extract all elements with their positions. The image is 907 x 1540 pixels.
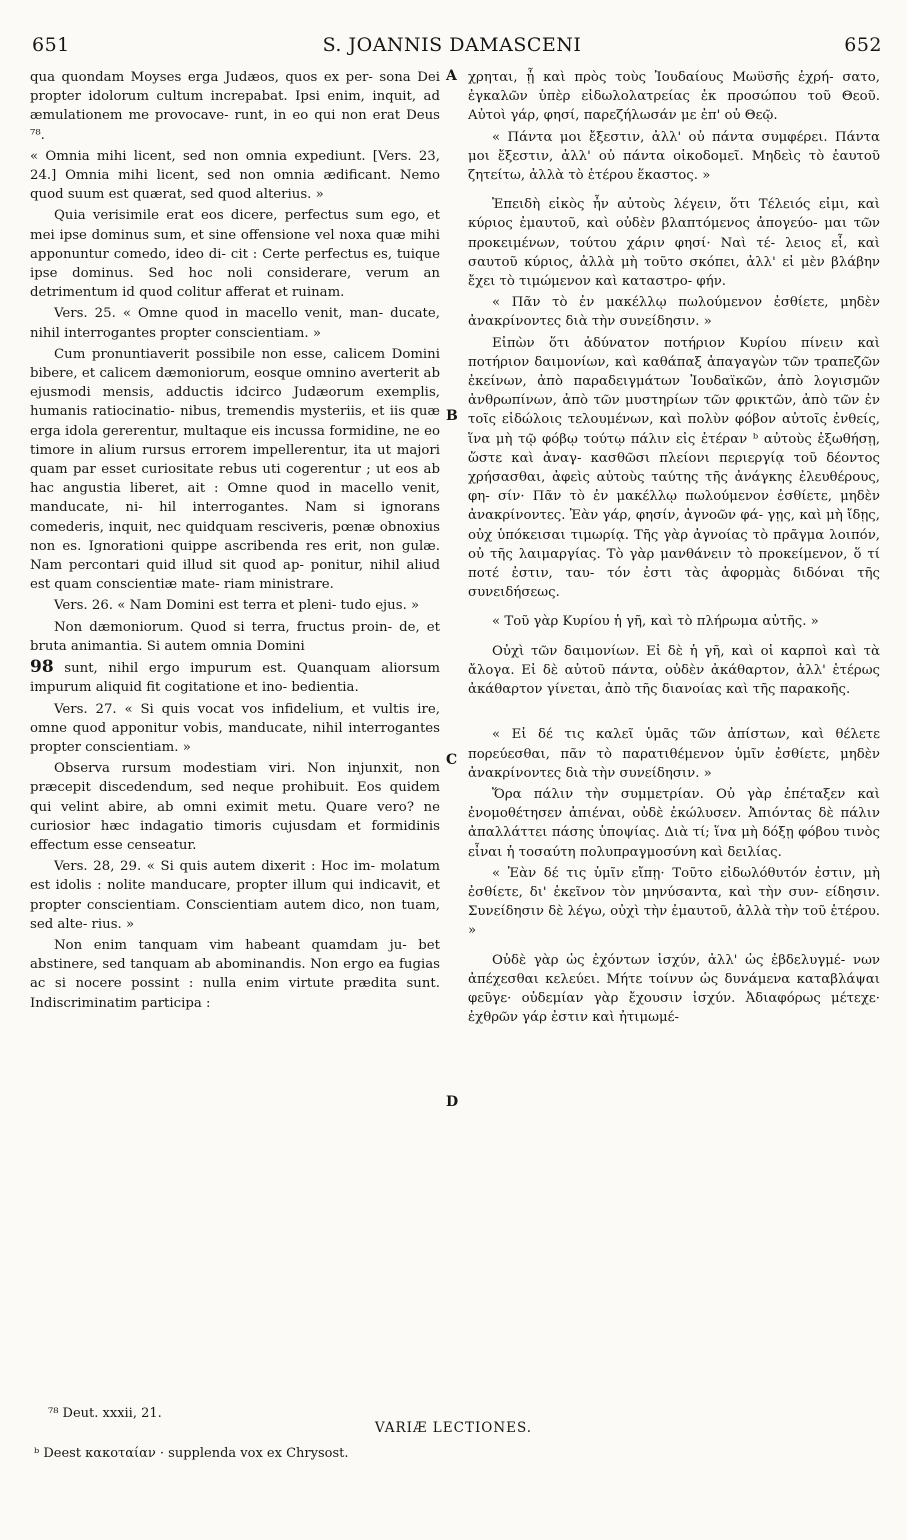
- margin-letter-a: A: [446, 68, 457, 84]
- footnote: ⁷⁸ Deut. xxxii, 21.: [48, 1406, 162, 1421]
- greek-verse: « Πάντα μοι ἔξεστιν, ἀλλ' οὐ πάντα συμφέρει. Πάντα μοι ἔξεστιν, ἀλλ' οὐ πάντα οἰκοδομεῖ. Μηδεὶς τὸ ἑαυτοῦ ζητείτω, ἀλλὰ τὸ ἑτέρου ἕκαστος. »: [468, 129, 880, 184]
- latin-paragraph: Quia verisimile erat eos dicere, perfectus sum ego, et mei ipse dominus sum, et sine offensione vel noxa quæ mihi apponuntur comedo, ideo di- cit : Certe perfectus es, tuique ipse dominus. Sed hoc noli considerare, verum an detrimentum id quod colitur afferat et ruinam.: [30, 208, 440, 301]
- latin-paragraph: Non dæmoniorum. Quod si terra, fructus proin- de, et bruta animantia. Si autem omnia Domini: [30, 619, 440, 654]
- latin-verse: Vers. 25. « Omne quod in macello venit, man- ducate, nihil interrogantes propter conscientiam. »: [30, 306, 440, 341]
- latin-verse: « Omnia mihi licent, sed non omnia expediunt. [Vers. 23, 24.] Omnia mihi licent, sed non omnia ædificant. Nemo quod suum est quærat, sed quod alterius. »: [30, 148, 440, 203]
- greek-paragraph: Εἰπὼν ὅτι ἀδύνατον ποτήριον Κυρίου πίνειν καὶ ποτήριον δαιμονίων, καὶ καθάπαξ ἀπαγαγὼν τῶν τραπεζῶν ἐκείνων, ἀπὸ παραδειγμάτων Ἰουδαϊκῶν, ἀπὸ λογισμῶν ἀνθρωπίνων, ἀπὸ τῶν μυστηρίων τῶν φρικτῶν, ἀπὸ τῶν ἐν τοῖς εἰδώλοις τελουμένων, καὶ πολὺν φόβον αὐτοῖς ἐνθείς, ἵνα μὴ τῷ φόβῳ τούτῳ πάλιν εἰς ἑτέραν ᵇ αὐτοὺς ἐξωθήσῃ, ὥστε καὶ ἀναγ- κασθῶσι πλείονι περιεργίᾳ τοῦ δέοντος χρήσασθαι, ἀφεὶς αὐτοὺς ταύτης τῆς ἀνάγκης ἐλευθέρους, φη- σίν· Πᾶν τὸ ἐν μακέλλῳ πωλούμενον ἐσθίετε, μηδὲν ἀνακρίνοντες. Ἐὰν γάρ, φησίν, ἀγνοῶν φά- γῃς, καὶ μὴ ἴδῃς, οὐχ ὑπόκεισαι τιμωρίᾳ. Τῆς γὰρ ἀγνοίας τὸ πρᾶγμα λοιπόν, οὐ τῆς λαιμαργίας. Τὸ γὰρ μανθάνειν τὸ προκείμενον, ὅ τί ποτέ ἐστιν, ταυ- τόν ἐστι τὰς ἀφορμὰς διδόναι τῆς συνειδήσεως.: [468, 335, 880, 601]
- page-header: [22, 34, 882, 64]
- greek-paragraph: χρηται, ᾗ καὶ πρὸς τοὺς Ἰουδαίους Μωϋσῆς ἐχρή- σατο, ἐγκαλῶν ὑπὲρ εἰδωλολατρείας ἐκ προσώπου τοῦ Θεοῦ. Αὐτοὶ γάρ, φησί, παρεζήλωσάν με ἐπ' οὐ Θεῷ.: [468, 70, 880, 124]
- greek-verse: « Εἰ δέ τις καλεῖ ὑμᾶς τῶν ἀπίστων, καὶ θέλετε πορεύεσθαι, πᾶν τὸ παρατιθέμενον ὑμῖν ἐσθίετε, μηδὲν ἀνακρίνοντες διὰ τὴν συνείδησιν. »: [468, 727, 880, 781]
- latin-paragraph: Cum pronuntiaverit possibile non esse, calicem Domini bibere, et calicem dæmoniorum, eosque omnino averterit ab ejusmodi mensis, adductis idcirco Judæorum exemplis, humanis ratiocinatio- nibus, tremendis mysteriis, et iis quæ erga idola gererentur, multaque eis incussa formidine, ne eo timore in alium rursus errorem impellerentur, ita ut majori quam par esset curiositate rebus uti cogerentur ; ut eos ab hac angustia liberet, ait : Omne quod in macello venit, manducate, ni- hil interrogantes. Nam si ignorans comederis, inquit, nec quidquam resciveris, pœnæ obnoxius non es. Ignorationi quippe ascribenda res erit, non gulæ. Nam percontari quid illud sit quod ap- ponitur, nihil aliud est quam conscientiæ mate- riam ministrare.: [30, 346, 440, 593]
- latin-paragraph: Non enim tanquam vim habeant quamdam ju- bet abstinere, sed tanquam ab abominandis. Non ergo ea fugias ac si nocere possint : nulla enim virtute prædita sunt. Indiscriminatim participa :: [30, 937, 440, 1011]
- latin-column: [30, 68, 440, 1015]
- margin-letter-c: C: [446, 752, 458, 768]
- latin-paragraph: qua quondam Moyses erga Judæos, quos ex per- sona Dei propter idolorum cultum increpabat. Ipsi enim, inquit, ad æmulationem me provocave- runt, in eo qui non erat Deus ⁷⁸.: [30, 70, 440, 143]
- greek-verse: « Πᾶν τὸ ἐν μακέλλῳ πωλούμενον ἐσθίετε, μηδὲν ἀνακρίνοντες διὰ τὴν συνείδησιν. »: [468, 295, 880, 330]
- variae-lectiones-note: ᵇ Deest κακοταίαν · supplenda vox ex Chrysost.: [34, 1446, 349, 1461]
- greek-paragraph: Οὐχὶ τῶν δαιμονίων. Εἰ δὲ ἡ γῆ, καὶ οἱ καρποὶ καὶ τὰ ἄλογα. Εἰ δὲ αὐτοῦ πάντα, οὐδὲν ἀκάθαρτον, ἀλλ' ἑτέρως ἀκάθαρτον γίνεται, ἀπὸ τῆς διανοίας καὶ τῆς παρακοῆς.: [468, 643, 880, 698]
- latin-paragraph: Observa rursum modestiam viri. Non injunxit, non præcepit discedendum, sed neque prohibuit. Eos quidem qui velint abire, ab omni eximit metu. Quare vero? ne curiosior hæc indagatio timoris cujusdam et formidinis effectum esse censeatur.: [30, 761, 440, 853]
- greek-verse: « Ἐὰν δέ τις ὑμῖν εἴπῃ· Τοῦτο εἰδωλόθυτόν ἐστιν, μὴ ἐσθίετε, δι' ἐκεῖνον τὸν μηνύσαντα, καὶ τὴν συν- είδησιν. Συνείδησιν δὲ λέγω, οὐχὶ τὴν ἐμαυτοῦ, ἀλλὰ τὴν τοῦ ἑτέρου. »: [468, 865, 880, 939]
- greek-paragraph: Οὐδὲ γὰρ ὡς ἐχόντων ἰσχύν, ἀλλ' ὡς ἐβδελυγμέ- νων ἀπέχεσθαι κελεύει. Μήτε τοίνυν ὡς δυνάμενα καταβλάψαι φεῦγε· οὐδεμίαν γὰρ ἔχουσιν ἰσχύν. Ἀδιαφόρως μέτεχε· ἐχθρῶν γάρ ἐστιν καὶ ἠτιμωμέ-: [468, 952, 880, 1026]
- column-number-98: 98: [30, 657, 54, 678]
- margin-letter-d: D: [446, 1094, 459, 1110]
- latin-verse: Vers. 26. « Nam Domini est terra et pleni- tudo ejus. »: [54, 598, 420, 614]
- latin-verse: Vers. 28, 29. « Si quis autem dixerit : Hoc im- molatum est idolis : nolite manducare, propter illum qui indicavit, et propter conscientiam. Conscientiam autem dico, non tuam, sed alte- rius. »: [30, 859, 440, 932]
- greek-verse: « Τοῦ γὰρ Κυρίου ἡ γῆ, καὶ τὸ πλήρωμα αὐτῆς. »: [492, 614, 819, 630]
- page-number-left: 651: [32, 34, 70, 56]
- variae-lectiones-heading: VARIÆ LECTIONES.: [374, 1420, 533, 1436]
- latin-paragraph: 98 sunt, nihil ergo impurum est. Quanquam aliorsum impurum aliquid fit cogitatione et ino- bedientia.: [30, 657, 440, 696]
- greek-column: [468, 68, 880, 1029]
- margin-letter-b: B: [446, 408, 458, 424]
- page-number-right: 652: [844, 34, 882, 56]
- greek-paragraph: Ὅρα πάλιν τὴν συμμετρίαν. Οὐ γὰρ ἐπέταξεν καὶ ἐνομοθέτησεν ἀπιέναι, οὐδὲ ἐκώλυσεν. Ἀπιόντας δὲ πάλιν ἀπαλλάττει πάσης ὑποψίας. Διὰ τί; ἵνα μὴ δόξῃ φόβου τινὸς εἶναι ἡ τοσαύτη πολυπραγμοσύνη καὶ δειλίας.: [468, 786, 880, 860]
- latin-verse: Vers. 27. « Si quis vocat vos infidelium, et vultis ire, omne quod apponitur vobis, manducate, nihil interrogantes propter conscientiam. »: [30, 701, 440, 755]
- greek-paragraph: Ἐπειδὴ εἰκὸς ἦν αὐτοὺς λέγειν, ὅτι Τέλειός εἰμι, καὶ κύριος ἐμαυτοῦ, καὶ οὐδὲν βλαπτόμενος ἀπογεύο- μαι τῶν προκειμένων, τούτου χάριν φησί· Ναὶ τέ- λειος εἶ, καὶ σαυτοῦ κύριος, ἀλλὰ μὴ τοῦτο σκόπει, ἀλλ' εἰ μὲν βλάβην ἔχει τὸ τιμώμενον καὶ καταστρο- φήν.: [468, 197, 880, 290]
- running-title: S. JOANNIS DAMASCENI: [322, 34, 582, 56]
